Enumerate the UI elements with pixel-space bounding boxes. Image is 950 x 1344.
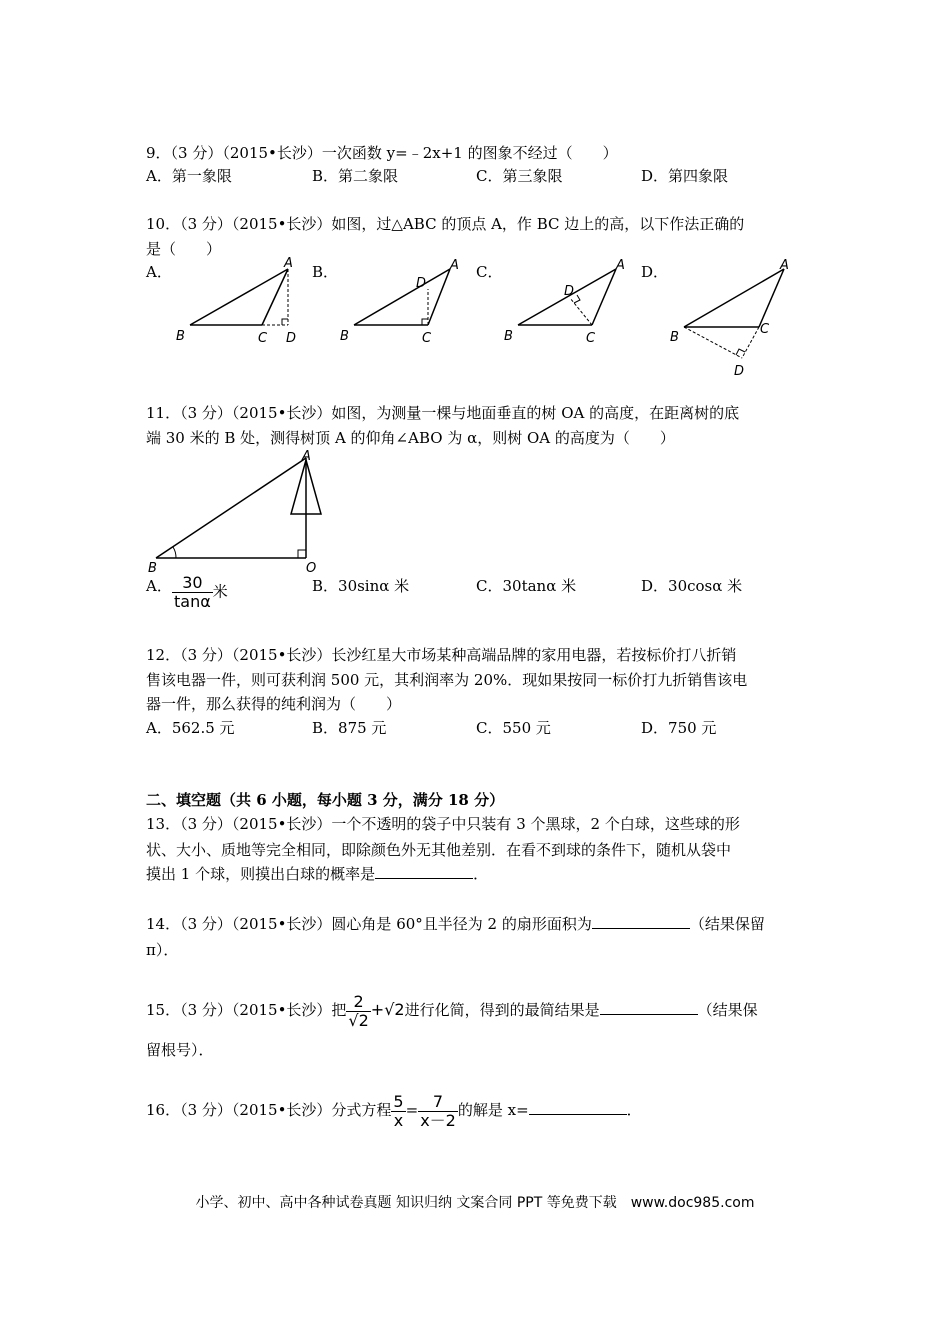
q12-stem-line1: 12．（3 分）（2015•长沙）长沙红星大市场某种高端品牌的家用电器，若按标价打八折销 — [146, 646, 737, 664]
q10c-label-b: B — [504, 329, 513, 344]
q10-figure-a — [170, 255, 310, 350]
q10d-label-a: A — [780, 258, 789, 273]
q12-option-b: B．875 元 — [312, 719, 387, 737]
q10a-label-a: A — [284, 256, 293, 271]
q9-option-d: D．第四象限 — [641, 167, 729, 185]
q15-pre: 15．（3 分）（2015•长沙）把 — [146, 1001, 347, 1019]
q10d-label-b: B — [670, 330, 679, 345]
q11-option-d: D．30cosα 米 — [641, 577, 743, 595]
q16-frac2-den: x－2 — [420, 1110, 456, 1130]
q10d-label-d: D — [734, 364, 745, 379]
q10d-label-c: C — [760, 322, 770, 337]
q11-option-a — [172, 574, 228, 611]
q10b-label-a: A — [450, 258, 459, 273]
q11-option-a-den: tanα — [174, 592, 211, 611]
q15-line1 — [146, 988, 758, 1032]
q10b-label-c: C — [422, 331, 432, 346]
q11-stem-line1: 11．（3 分）（2015•长沙）如图，为测量一棵与地面垂直的树 OA 的高度，在距离树的底 — [146, 404, 740, 422]
q9-option-c: C．第三象限 — [476, 167, 563, 185]
q10a-label-b: B — [176, 329, 185, 344]
q16-mid: 的解是 x= — [457, 1101, 529, 1119]
q16-answer-blank — [529, 1100, 627, 1115]
q16-pre: 16．（3 分）（2015•长沙）分式方程 — [146, 1101, 392, 1119]
q11-figure — [146, 448, 336, 573]
q11-option-a-letter: A． — [146, 577, 172, 595]
q15-line2: 留根号）． — [146, 1041, 214, 1059]
q10c-label-d: D — [564, 284, 575, 299]
q16-eq: = — [405, 1101, 419, 1119]
q12-option-a: A．562.5 元 — [146, 719, 235, 737]
q11-stem-line2: 端 30 米的 B 处，测得树顶 A 的仰角∠ABO 为 α，则树 OA 的高度为（ ） — [146, 429, 675, 447]
q10-option-b-letter: B． — [312, 263, 339, 281]
q10-option-c-letter: C． — [476, 263, 503, 281]
q10-stem-line2: 是（ ） — [146, 240, 222, 258]
q16-frac1-num: 5 — [393, 1091, 404, 1111]
q15-frac-num: 2 — [346, 993, 370, 1012]
q13-line3 — [146, 864, 488, 884]
q12-option-c: C．550 元 — [476, 719, 551, 737]
q10-figure-b — [336, 255, 476, 350]
q16-frac1-den: x — [393, 1110, 404, 1130]
q10-stem-line1: 10．（3 分）（2015•长沙）如图，过△ABC 的顶点 A，作 BC 边上的高，以下作法正确的 — [146, 215, 745, 233]
q12-stem-line3: 器一件，那么获得的纯利润为（ ） — [146, 695, 402, 713]
q14-line1-pre: 14．（3 分）（2015•长沙）圆心角是 60°且半径为 2 的扇形面积为 — [146, 915, 592, 933]
q13-line1: 13．（3 分）（2015•长沙）一个不透明的袋子中只装有 3 个黑球，2 个白球，这些球的形 — [146, 815, 740, 833]
q10a-label-d: D — [286, 331, 297, 346]
q10-option-d-letter: D． — [641, 263, 669, 281]
q11-option-c: C．30tanα 米 — [476, 577, 577, 595]
q10c-label-a: A — [616, 258, 625, 273]
q12-stem-line2: 售该电器一件，则可获利润 500 元，其利润率为 20%．现如果按同一标价打九折销售该电 — [146, 671, 748, 689]
q15-plus: +√2 — [370, 1000, 405, 1019]
q11-option-b: B．30sinα 米 — [312, 577, 410, 595]
q10b-label-d: D — [416, 276, 427, 291]
q10-figure-d — [664, 255, 804, 380]
q11-label-b: B — [148, 561, 157, 573]
q9-stem: 9．（3 分）（2015•长沙）一次函数 y=﹣2x+1 的图象不经过（ ） — [146, 144, 618, 162]
q11-option-a-unit: 米 — [212, 582, 228, 601]
q12-option-d: D．750 元 — [641, 719, 717, 737]
q13-line2: 状、大小、质地等完全相同，即除颜色外无其他差别．在看不到球的条件下，随机从袋中 — [146, 841, 732, 859]
q10b-label-b: B — [340, 329, 349, 344]
q14-answer-blank — [592, 914, 690, 929]
footer-text: 小学、初中、高中各种试卷真题 知识归纳 文案合同 PPT 等免费下载 www.doc985.com — [195, 1195, 755, 1211]
q16-frac2-num: 7 — [418, 1093, 458, 1112]
q13-answer-blank — [375, 864, 473, 879]
q9-option-b: B．第二象限 — [312, 167, 399, 185]
q13-line3-post: ． — [473, 865, 489, 883]
q16-line1 — [146, 1088, 642, 1132]
q14-line1-post: （结果保留 — [689, 915, 765, 933]
q14-line2: π）． — [146, 941, 179, 959]
q9-option-a: A．第一象限 — [146, 167, 232, 185]
q15-post: （结果保 — [697, 1001, 758, 1019]
q10-option-a-letter: A． — [146, 263, 172, 281]
q11-label-o: O — [306, 561, 317, 573]
q10a-label-c: C — [258, 331, 268, 346]
q15-mid: 进行化简，得到的最简结果是 — [404, 1001, 600, 1019]
q10c-label-c: C — [586, 331, 596, 346]
q15-answer-blank — [600, 1000, 698, 1015]
q13-line3-pre: 摸出 1 个球，则摸出白球的概率是 — [146, 865, 376, 883]
q14-line1 — [146, 914, 765, 934]
section2-title: 二、填空题（共 6 小题，每小题 3 分，满分 18 分） — [146, 791, 505, 809]
q15-frac-den: √2 — [348, 1010, 369, 1030]
q11-option-a-num: 30 — [172, 574, 213, 593]
q16-post: ． — [626, 1101, 642, 1119]
q11-label-a: A — [302, 449, 311, 464]
q10-figure-c — [500, 255, 640, 350]
